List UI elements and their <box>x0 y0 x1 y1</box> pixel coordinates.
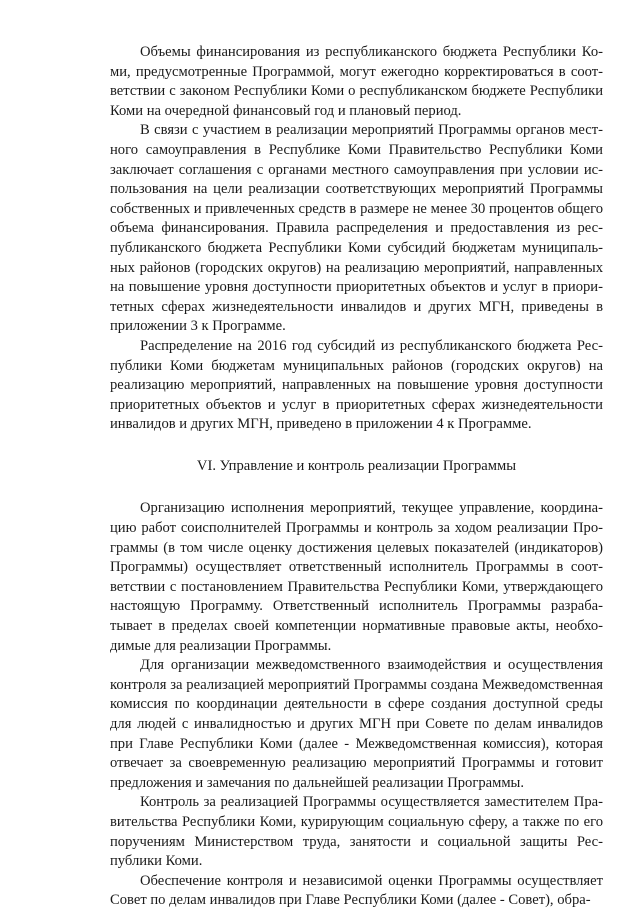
document-body <box>110 43 603 911</box>
paragraph-subsidy-distribution-2016: Распределение на 2016 год субсидий из республиканского бюджета Республики Коми бюджетам муниципальных районов (городских округов) на реализацию мероприятий, направленных на повышение уровня доступности приоритетных объектов и услуг в приоритетных сферах жизнедеятельности инвалидов и других МГН, приведено в приложении 4 к Программе. <box>110 337 603 433</box>
paragraph-program-management: Организацию исполнения мероприятий, текущее управление, координацию работ соисполнителей Программы и контроль за ходом реализации Программы (в том числе оценку достижения целевых показателей (индикаторов) Программы) осуществляет ответственный исполнитель Программы в соответствии с постановлением Правительства Республики Коми, утверждающего настоящую Программу. Ответственный исполнитель Программы разрабатывает в пределах своей компетенции нормативные правовые акты, необходимые для реализации Программы. <box>110 500 603 654</box>
paragraph-interagency-commission: Для организации межведомственного взаимодействия и осуществления контроля за реализацией мероприятий Программы создана Межведомственная комиссия по координации деятельности в сфере создания доступной среды для людей с инвалидностью и других МГН при Совете по делам инвалидов при Главе Республики Коми (далее - Межведомственная комиссия), которая отвечает за своевременную реализацию мероприятий Программы и готовит предложения и замечания по дальнейшей реализации Программы. <box>110 657 603 791</box>
section-heading: VI. Управление и контроль реализации Программы <box>196 457 517 474</box>
paragraph-local-government-agreements: В связи с участием в реализации мероприятий Программы органов местного самоуправления в Республике Коми Правительство Республики Коми заключает соглашения с органами местного самоуправления при условии использования на цели реализации соответствующих мероприятий Программы собственных и привлеченных средств в размере не менее 30 процентов общего объема финансирования. Правила распределения и предоставления из республиканского бюджета Республики Коми субсидий бюджетам муниципальных районов (городских округов) на реализацию мероприятий, направленных на повышение уровня доступности приоритетных объектов и услуг в приоритетных сферах жизнедеятельности инвалидов и других МГН, приведены в приложении 3 к Программе. <box>110 122 603 335</box>
paragraph-financing-adjustment: Объемы финансирования из республиканского бюджета Республики Коми, предусмотренные Программой, могут ежегодно корректироваться в соответствии с законом Республики Коми о республиканском бюджете Республики Коми на очередной финансовый год и плановый период. <box>110 44 603 119</box>
paragraph-independent-evaluation: Обеспечение контроля и независимой оценки Программы осуществляет Совет по делам инвалидов при Главе Республики Коми (далее - Совет), обра- <box>110 872 603 909</box>
paragraph-program-control: Контроль за реализацией Программы осуществляется заместителем Правительства Республики Коми, курирующим социальную сферу, а также по его поручениям Министерством труда, занятости и социальной защиты Республики Коми. <box>110 794 603 870</box>
